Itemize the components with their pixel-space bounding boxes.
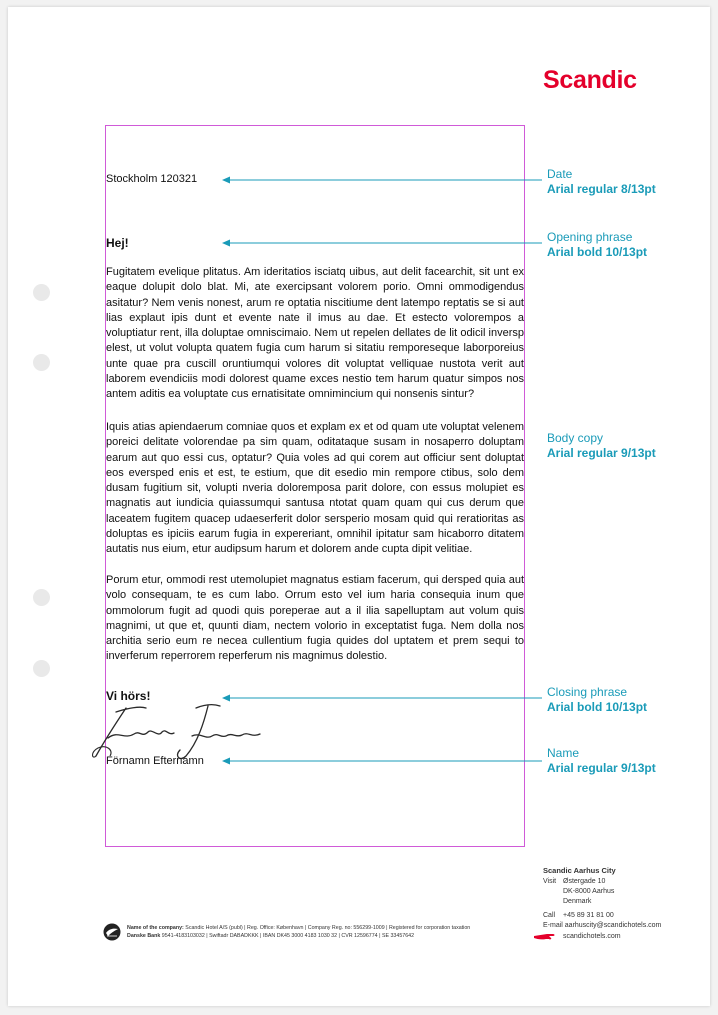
annotation-date-label: Date	[547, 167, 573, 181]
hotel-contact-block	[543, 866, 661, 931]
scandic-logo: Scandic	[543, 66, 637, 94]
company-details: Scandic Hotel A/S (publ) | Reg. Office: København | Company Reg. no: 556299-1009 | Registered for corporation taxation	[185, 925, 471, 931]
legal-footer	[103, 923, 470, 941]
pointing-hand-icon	[533, 931, 557, 941]
phone-number: +45 89 31 81 00	[563, 912, 614, 919]
call-label: Call	[543, 912, 556, 919]
annotation-name	[547, 746, 656, 776]
annotation-closing-label: Closing phrase	[547, 685, 628, 699]
annotation-closing	[547, 685, 647, 715]
company-label: Name of the company:	[127, 925, 184, 931]
annotation-opening-spec: Arial bold 10/13pt	[547, 245, 648, 259]
letter-date: Stockholm 120321	[106, 173, 198, 185]
annotation-date	[547, 167, 656, 197]
punch-hole	[33, 354, 50, 371]
pointer-arrow-opening	[222, 237, 542, 249]
annotation-closing-spec: Arial bold 10/13pt	[547, 700, 648, 714]
annotation-name-label: Name	[547, 746, 580, 760]
website-row	[533, 931, 621, 941]
body-paragraph-2: Iquis atias apiendaerum comniae quos et explam ex et od quam ute voluptat velenem poreici delitate volorendae pa sim quam, oditataque susam in nosaperro doluptam earum aut quo essi cus, optatur? Quia voles ad qui corem aut officiur sent doluptat eos eversped enis et est, te estium, que dit esedio min rempore ctibus, solo dem dusam fugitium sit, volupti nveria doloremposa parit dolore, con essus molupiet es magnatis aut iundicia quiassumqui santusa ntotat quam quam qui cus derum que laceatem fugitem quacep udaeserferit dolor sersperio mosam quid qui reratioritas as doluptas es ipiciis earum fugia in expereriant, omnihil ipitatur sam hicaborro ditatem autatis nus eium, etur audipsum harum et dolorem ande cupta dipit velitiae.	[106, 421, 524, 556]
closing-phrase: Vi hörs!	[106, 689, 151, 703]
address-line-2: DK-8000 Aarhus	[563, 888, 615, 895]
annotation-body-label: Body copy	[547, 431, 604, 445]
website-link[interactable]: scandichotels.com	[563, 932, 621, 940]
sender-name: Förnamn Efternamn	[106, 755, 204, 767]
annotation-opening-label: Opening phrase	[547, 230, 633, 244]
bank-label: Danske Bank	[127, 933, 161, 939]
pointer-arrow-name	[222, 755, 542, 767]
pointer-arrow-date	[222, 174, 542, 186]
pointer-arrow-closing	[222, 692, 542, 704]
email-text: E-mail aarhuscity@scandichotels.com	[543, 922, 662, 929]
address-line-3: Denmark	[563, 898, 592, 905]
annotation-date-spec: Arial regular 8/13pt	[547, 182, 656, 196]
visit-label: Visit	[543, 878, 557, 885]
hotel-name: Scandic Aarhus City	[543, 866, 616, 875]
body-paragraph-3: Porum etur, ommodi rest utemolupiet magnatus estiam facerum, qui dersped quia aut volo consequam, te es cum labo. Orrum esto vel ium haria consequia inum que ommolorum fugit ad quodi quis poreperae aut a il ilia sapelluptam aut volum quis magnimi, ut que et, quunti diam, nectem volorio in exceptatist fuga. Nem dolla nos architia serio eum re necea cullentium fugia quides dol uptatem et prem sequi to inverferum reperrorem reperferum nis magnimus dolestio.	[106, 574, 524, 663]
punch-hole	[33, 660, 50, 677]
opening-phrase: Hej!	[106, 236, 129, 250]
address-line-1: Østergade 10	[563, 878, 606, 885]
annotation-name-spec: Arial regular 9/13pt	[547, 761, 656, 775]
nordic-swan-ecolabel-icon	[103, 923, 121, 941]
annotation-opening	[547, 230, 647, 260]
punch-hole	[33, 589, 50, 606]
annotation-body-spec: Arial regular 9/13pt	[547, 446, 656, 460]
body-paragraph-1: Fugitatem evelique plitatus. Am ideritatios isciatq uibus, aut delit facearchit, sit unt ex eaque dolupit dolo blat. Mi, ate exercipsant volorem porio. Omni ommodigendus asitatur? Nem venis nonest, arum re optatia niscitiume dent latempo reptatis se si aut lias explaut ipis dunt et evente nate il imus au dae. Et estecto volorempos a voluptiatur rent, illa doluptae omniscimaio. Nem ut repelen dellates de lit odicil inversp elest, ut volut volupta quatem fugia cum harum si sitatiu remporeseque laborporeius unte quae pra cuscill oruntiumqui volores dit voluptat velliquae nustota verit aut laborem evendiciis modi dolorest quame exces nestio tem harum quatur simpos nos antem aditis ea voluptate cus ernatisitate omnimincium qui nonsenis sintur?	[106, 266, 524, 401]
bank-details: 9541-4183103032 | Swiftadr DABADKKK | IBAN DK45 3000 4183 1030 32 | CVR 12596774 | SE 33457642	[161, 933, 415, 939]
punch-hole	[33, 284, 50, 301]
annotation-body	[547, 431, 656, 461]
